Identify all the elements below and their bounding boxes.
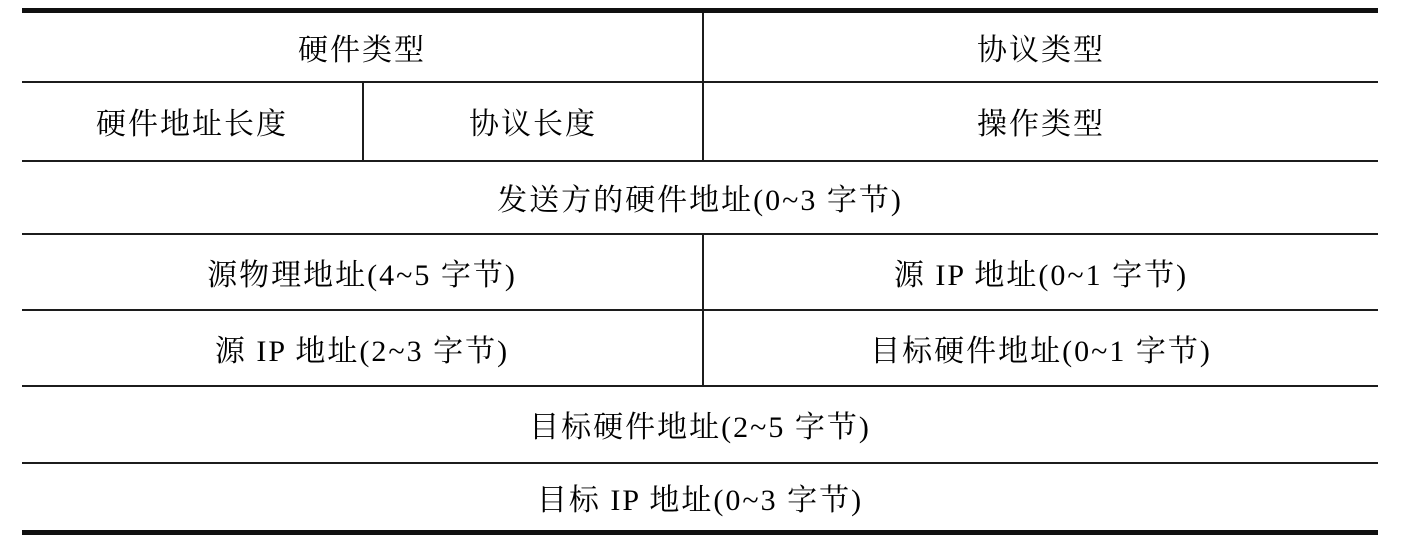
cell-target-ip-address-bytes-0-3: 目标 IP 地址(0~3 字节) [536, 483, 864, 517]
cell-target-hardware-address-bytes-2-5: 目标硬件地址(2~5 字节) [22, 386, 1378, 463]
arp-packet-format-table [22, 8, 1378, 535]
cell-target-hardware-address-bytes-0-1: 目标硬件地址(0~1 字节) [703, 310, 1378, 386]
table-row-7 [22, 463, 1378, 533]
table-row-2 [22, 82, 1378, 161]
cell-hardware-address-length: 硬件地址长度 [22, 82, 363, 161]
cell-source-ip-address-bytes-0-1: 源 IP 地址(0~1 字节) [703, 234, 1378, 310]
table-row-4 [22, 234, 1378, 310]
cell-protocol-length: 协议长度 [363, 82, 703, 161]
cell-protocol-type: 协议类型 [703, 11, 1378, 82]
table-row-1 [22, 11, 1378, 82]
table-row-6 [22, 386, 1378, 463]
table-row-5 [22, 310, 1378, 386]
cell-sender-hardware-address-bytes-0-3: 发送方的硬件地址(0~3 字节) [22, 161, 1378, 234]
cell-source-physical-address-bytes-4-5: 源物理地址(4~5 字节) [22, 234, 703, 310]
cell-hardware-type: 硬件类型 [22, 11, 703, 82]
table-row-3 [22, 161, 1378, 234]
cell-operation-type: 操作类型 [703, 82, 1378, 161]
cell-source-ip-address-bytes-2-3: 源 IP 地址(2~3 字节) [22, 310, 703, 386]
